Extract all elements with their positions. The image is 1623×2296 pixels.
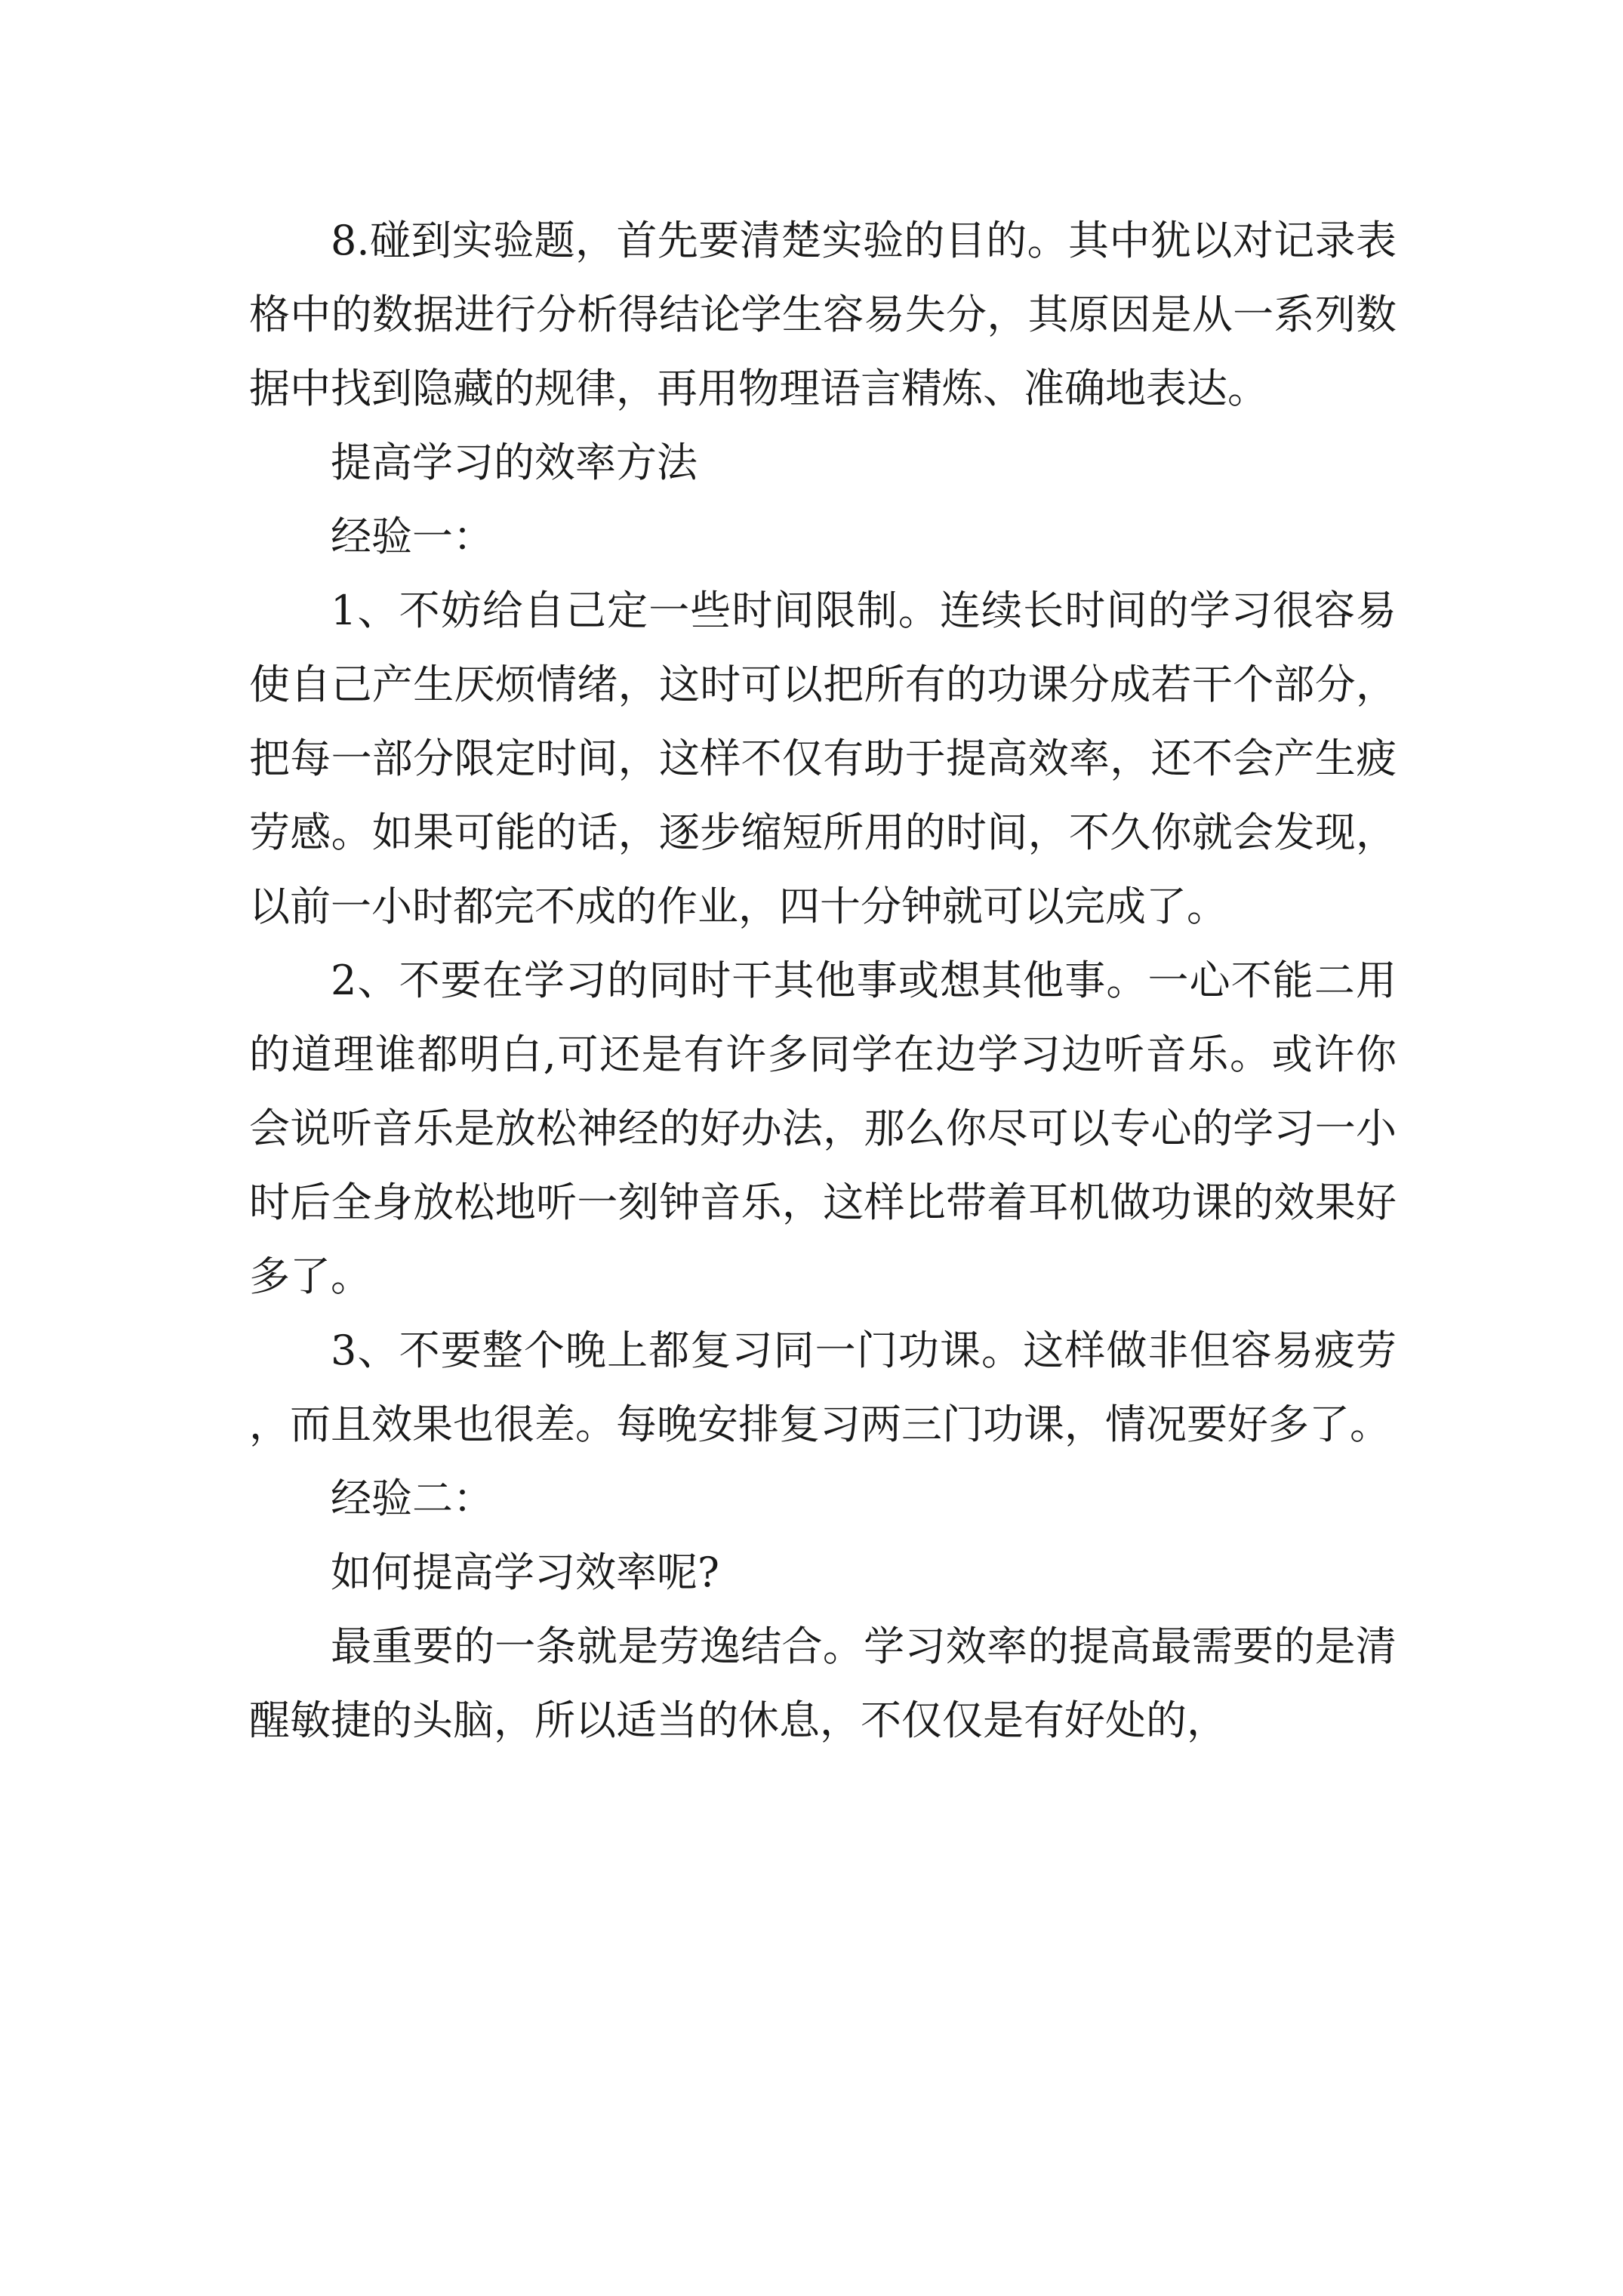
paragraph-work-rest-balance: 最重要的一条就是劳逸结合。学习效率的提高最需要的是清醒敏捷的头脑，所以适当的休息，不仅仅是有好处的， xyxy=(249,1623,1397,1744)
subheading-experience-two: 经验二： xyxy=(331,1475,494,1522)
paragraph-vary-subjects: 3、不要整个晚上都复习同一门功课。这样做非但容易疲劳，而且效果也很差。每晚安排复习两三门功课，情况要好多了。 xyxy=(249,1327,1397,1448)
paragraph-no-multitasking: 2、不要在学习的同时干其他事或想其他事。一心不能二用的道理谁都明白,可还是有许多同学在边学习边听音乐。或许你会说听音乐是放松神经的好办法，那么你尽可以专心的学习一小时后全身放松地听一刻钟音乐，这样比带着耳机做功课的效果好多了。 xyxy=(249,957,1397,1300)
document-page xyxy=(249,204,1397,1758)
subheading-experience-one: 经验一： xyxy=(331,513,494,560)
section-heading-efficiency-methods: 提高学习的效率方法 xyxy=(331,439,698,486)
question-how-to-improve: 如何提高学习效率呢? xyxy=(331,1549,719,1596)
paragraph-time-limit: 1、不妨给自己定一些时间限制。连续长时间的学习很容易使自己产生厌烦情绪，这时可以把所有的功课分成若干个部分，把每一部分限定时间，这样不仅有助于提高效率，还不会产生疲劳感。如果可能的话，逐步缩短所用的时间，不久你就会发现，以前一小时都完不成的作业，四十分钟就可以完成了。 xyxy=(249,587,1397,930)
paragraph-experiment-question: 8.碰到实验题，首先要清楚实验的目的。其中犹以对记录表格中的数据进行分析得结论学生容易失分，其原因是从一系列数据中找到隐藏的规律，再用物理语言精炼、准确地表达。 xyxy=(249,217,1397,412)
